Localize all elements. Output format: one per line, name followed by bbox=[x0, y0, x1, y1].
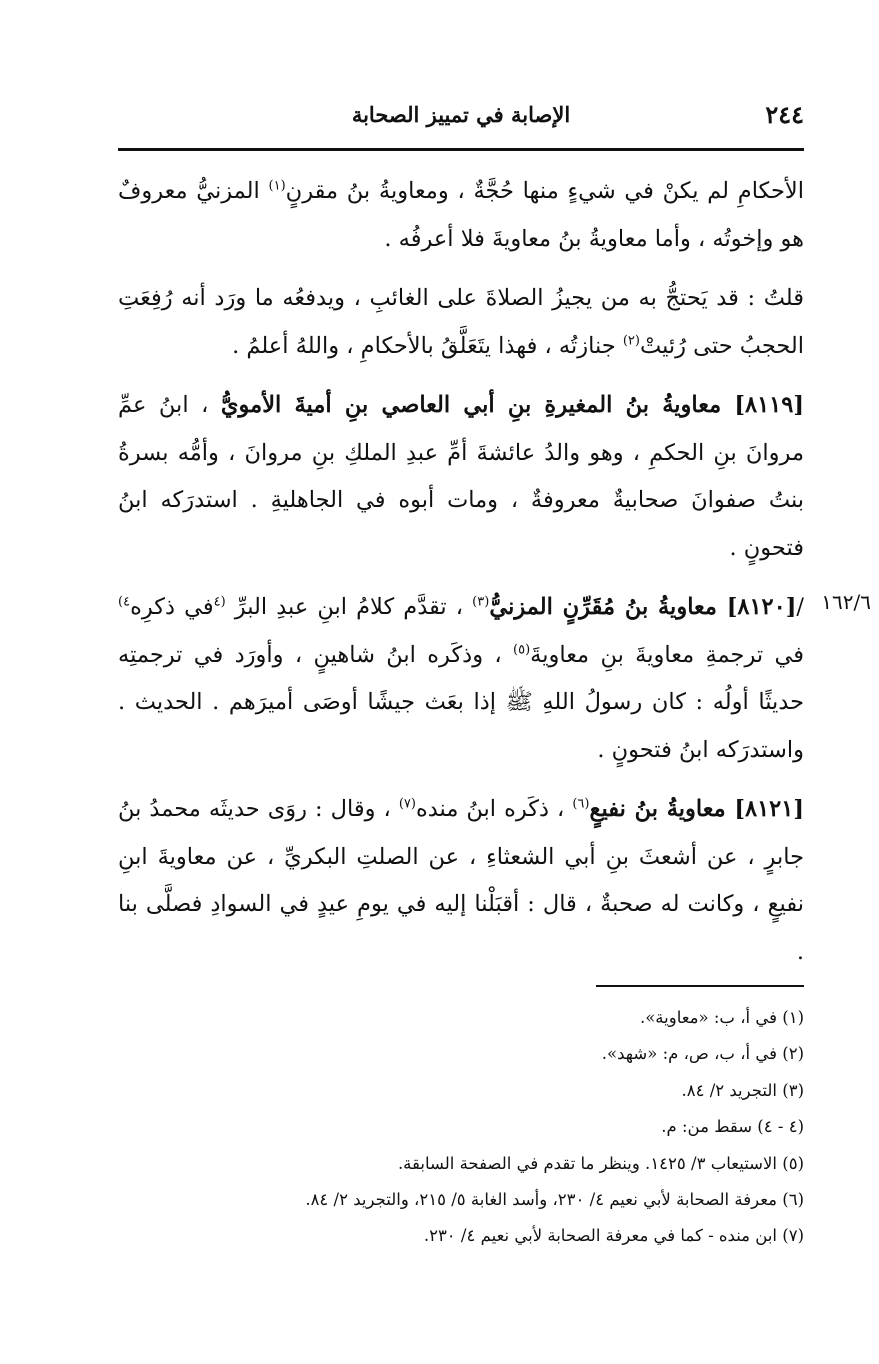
entry-8121 bbox=[118, 786, 804, 976]
entry-text: ، ابنُ عمِّ مروانَ بنِ الحكمِ ، وهو والدُ عائشةَ أمِّ عبدِ الملكِ بنِ مروانَ ، وأمُّه بسرةُ بنتُ صفوانَ صحابيةٌ معروفةٌ ، ومات أبوه في الجاهليةِ . استدرَكه ابنُ فتحونٍ . bbox=[118, 392, 804, 561]
footnote-marker: ٤) bbox=[118, 594, 131, 610]
paragraph-text: المزنيُّ معروفٌ هو وإخوتُه ، وأما معاويةُ بنُ معاويةَ فلا أعرفُه . bbox=[118, 178, 804, 252]
footnote-marker: (٣) bbox=[472, 594, 490, 610]
body-text bbox=[118, 168, 804, 988]
page-break-mark: / bbox=[796, 594, 804, 620]
paragraph-continuation bbox=[118, 168, 804, 263]
footnote-marker: (١) bbox=[268, 178, 286, 194]
page-header bbox=[118, 96, 804, 140]
footnote-7: (٧) ابن منده - كما في معرفة الصحابة لأبي نعيم ٤/ ٢٣٠. bbox=[423, 1226, 804, 1246]
paragraph-text: جنازتُه ، فهذا يتَعَلَّقُ بالأحكامِ ، واللهُ أعلمُ . bbox=[232, 332, 623, 359]
footnote-3: (٣) التجريد ٢/ ٨٤. bbox=[681, 1080, 804, 1100]
running-title: الإصابة في تمييز الصحابة bbox=[351, 102, 571, 127]
paragraph-comment bbox=[118, 275, 804, 370]
entry-text: ، وذكَره ابنُ شاهينٍ ، وأورَد في ترجمتِه حديثًا أولُه : كان رسولُ اللهِ ﷺ إذا بعَث جيشًا أوصَى أميرَهم . الحديث . واستدرَكه ابنُ فتحونٍ . bbox=[118, 641, 804, 763]
footnote-marker: (٦) bbox=[572, 796, 590, 812]
footnote-rule bbox=[596, 985, 804, 987]
footnote-6: (٦) معرفة الصحابة لأبي نعيم ٤/ ٢٣٠، وأسد الغابة ٥/ ٢١٥، والتجريد ٢/ ٨٤. bbox=[305, 1190, 804, 1210]
footnote-marker: (٤ bbox=[213, 594, 226, 610]
footnote-2: (٢) في أ، ب، ص، م: «شهد». bbox=[601, 1044, 804, 1064]
footnote-marker: (٥) bbox=[513, 642, 531, 657]
footnote-marker: (٢) bbox=[622, 333, 640, 348]
entry-8119 bbox=[118, 382, 804, 572]
margin-volume-page-ref: ١٦٢/٦ bbox=[821, 590, 871, 614]
paragraph-text: قلتُ : قد يَحتجُّ به من يجيزُ الصلاةَ على الغائبِ ، ويدفعُه ما ورَد أنه رُفِعَتِ الحجبُ حتى رُئيتْ bbox=[118, 285, 804, 359]
entry-text: ، وقال : روَى حديثَه محمدُ بنُ جابرٍ ، عن أشعثَ بنِ أبي الشعثاءِ ، عن الصلتِ البكريِّ ، عن معاويةَ ابنِ نفيعٍ ، وكانت له صحبةٌ ، قال : أقبَلْنا إليه في يومِ عيدٍ في السوادِ فصلَّى بنا . bbox=[118, 796, 804, 965]
paragraph-text: الأحكامِ لم يكنْ في شيءٍ منها حُجَّةٌ ، ومعاويةُ بنُ مقرنٍ bbox=[285, 178, 804, 204]
entry-text: في ترجمةِ معاويةَ بنِ معاويةَ bbox=[530, 641, 804, 668]
entry-8120 bbox=[118, 584, 804, 774]
entry-text: في ذكرِه bbox=[130, 594, 214, 620]
entry-text: ، تقدَّم كلامُ ابنِ عبدِ البرِّ bbox=[225, 594, 473, 620]
footnote-5: (٥) الاستيعاب ٣/ ١٤٢٥. وينظر ما تقدم في الصفحة السابقة. bbox=[397, 1153, 804, 1173]
page-number: ٢٤٤ bbox=[765, 100, 804, 129]
entry-heading: [٨١١٩] معاويةُ بنُ المغيرةِ بنِ أبي العاصي بنِ أميةَ الأمويُّ bbox=[220, 392, 805, 418]
entry-text: ، ذكَره ابنُ منده bbox=[415, 796, 573, 822]
entry-heading: [٨١٢١] معاويةُ بنُ نفيعٍ bbox=[589, 796, 804, 822]
footnote-4: (٤ - ٤) سقط من: م. bbox=[661, 1117, 804, 1137]
footnote-1: (١) في أ، ب: «معاوية». bbox=[639, 1008, 804, 1027]
header-rule bbox=[118, 148, 804, 151]
footnotes bbox=[118, 1000, 804, 1255]
entry-heading: [٨١٢٠] معاويةُ بنُ مُقَرِّنٍ المزنيُّ bbox=[489, 594, 797, 620]
footnote-marker: (٧) bbox=[398, 796, 416, 812]
